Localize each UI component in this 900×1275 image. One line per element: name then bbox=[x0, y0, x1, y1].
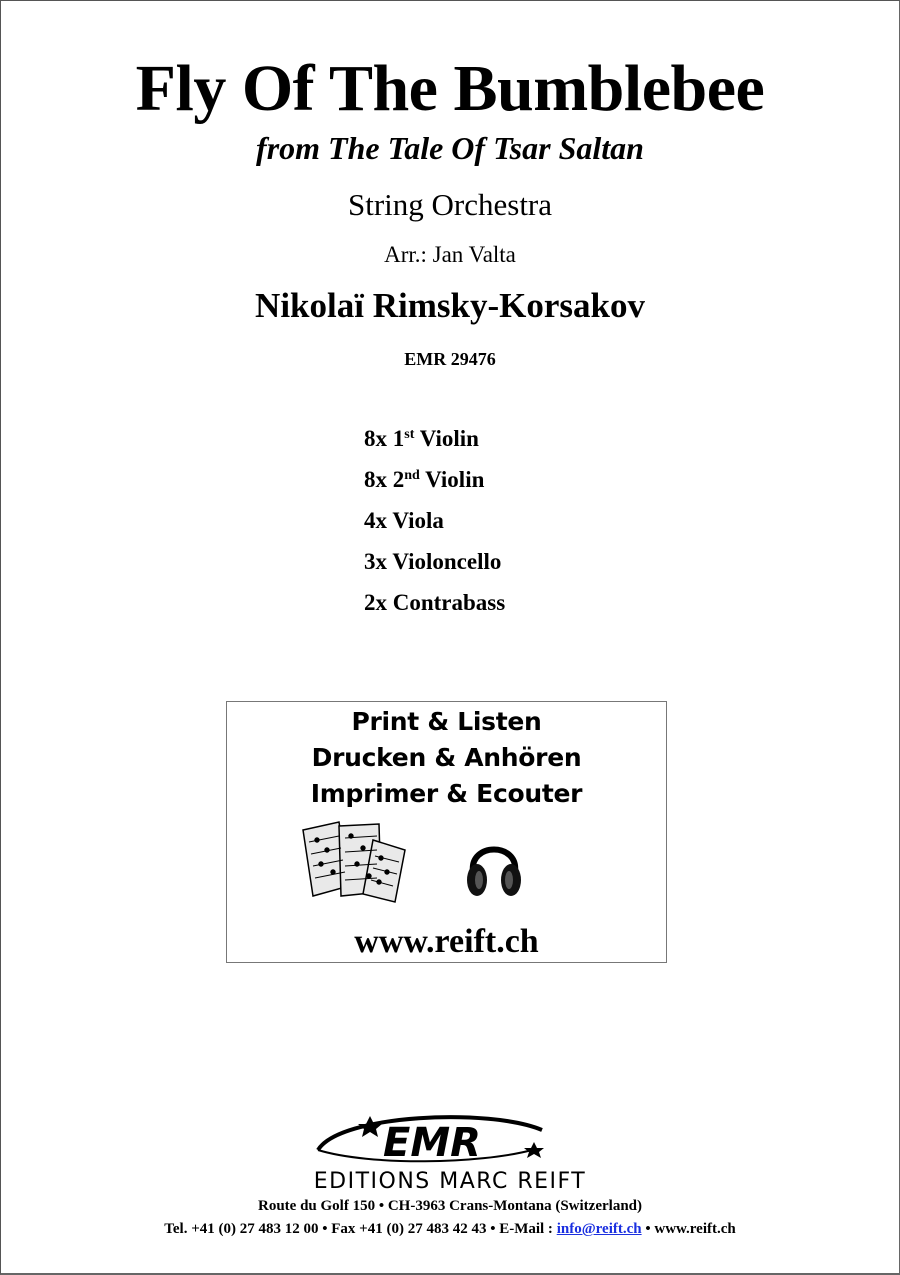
part-item: 4x Viola bbox=[364, 508, 444, 533]
part-item: 3x Violoncello bbox=[364, 549, 502, 574]
publisher-name: EDITIONS MARC REIFT bbox=[313, 1169, 587, 1194]
promo-line-english: Print & Listen bbox=[351, 707, 542, 736]
publisher-address: Route du Golf 150 • CH-3963 Crans-Montana (Switzerland) bbox=[258, 1198, 642, 1214]
part-item: 8x 2nd Violin bbox=[364, 467, 485, 492]
email-link[interactable]: info@reift.ch bbox=[556, 1221, 642, 1237]
catalog-number: EMR 29476 bbox=[404, 349, 496, 369]
contact-phone-fax: Tel. +41 (0) 27 483 12 00 • Fax +41 (0) 27 483 42 43 • E-Mail : bbox=[164, 1221, 557, 1237]
part-item: 2x Contrabass bbox=[364, 590, 506, 615]
promo-line-german: Drucken & Anhören bbox=[311, 743, 582, 772]
composer-name: Nikolaï Rimsky-Korsakov bbox=[255, 286, 645, 325]
part-item: 8x 1st Violin bbox=[364, 426, 479, 451]
ensemble-label: String Orchestra bbox=[347, 187, 553, 222]
promo-url: www.reift.ch bbox=[354, 923, 539, 960]
publisher-contact bbox=[0, 1219, 900, 1239]
instrumentation-list bbox=[364, 418, 505, 623]
arranger-label: Arr.: Jan Valta bbox=[384, 242, 516, 267]
emr-logo bbox=[310, 1110, 550, 1170]
headphones-icon bbox=[465, 828, 523, 900]
score-subtitle: from The Tale Of Tsar Saltan bbox=[256, 130, 644, 166]
contact-website: • www.reift.ch bbox=[641, 1221, 736, 1237]
promo-line-french: Imprimer & Ecouter bbox=[310, 779, 583, 808]
score-title: Fly Of The Bumblebee bbox=[135, 52, 765, 125]
sheet-music-icon bbox=[299, 820, 411, 904]
svg-text:EMR: EMR bbox=[383, 1120, 481, 1166]
print-listen-box bbox=[226, 701, 667, 963]
